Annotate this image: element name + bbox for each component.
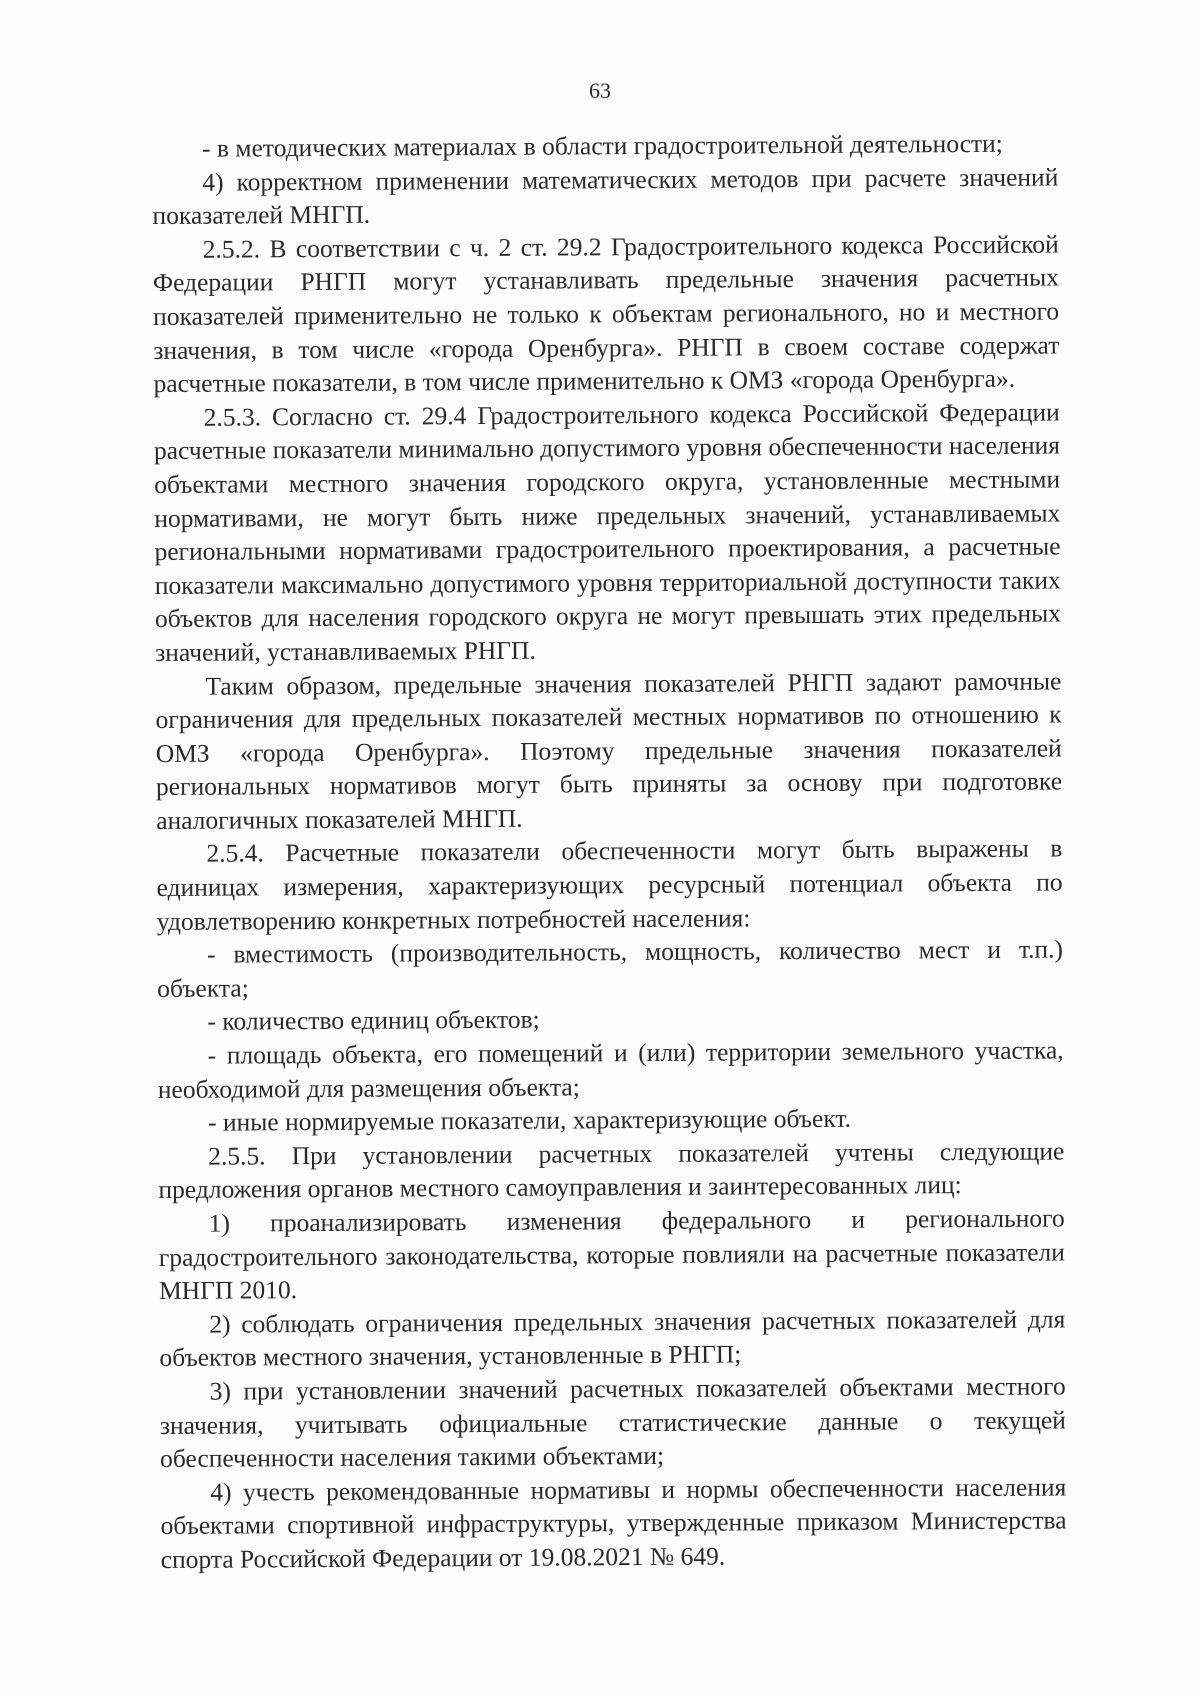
paragraph: - в методических материалах в области градостроительной деятельности; [202,128,1003,163]
paragraph: - вместимость (производительность, мощность, количество мест и т.п.) объекта; [157,934,1064,1003]
paragraph: 2) соблюдать ограничения предельных значения расчетных показателей для объектов местного значения, установленные в РНГП; [159,1304,1066,1373]
paragraph: 1) проанализировать изменения федерального и регионального градостроительного законодательства, которые повлияли на расчетные показатели МНГП 2010. [158,1203,1065,1306]
paragraph: 4) учесть рекомендованные нормативы и нормы обеспеченности населения объектами спортивной инфраструктуры, утвержденные приказом Министерства спорта Российской Федерации от 19.08.2021 № 649. [160,1472,1067,1574]
paragraph: 3) при установлении значений расчетных показателей объектами местного значения, учитывать официальные статистические данные о текущей обеспеченности населения такими объектами; [159,1371,1066,1474]
paragraph: 2.5.2. В соответствии с ч. 2 ст. 29.2 Градостроительного кодекса Российской Федерации РНГП могут устанавливать предельные значения расчетных показателей применительно не только к объектам регионального, но и местного значения, в том числе «города Оренбурга». РНГП в своем составе содержат расчетные показатели, в том числе применительно к ОМЗ «города Оренбурга». [152,229,1060,399]
paragraph: 2.5.5. При установлении расчетных показателей учтены следующие предложения органов местного самоуправления и заинтересованных лиц: [158,1136,1065,1205]
document-body [152,126,1067,1576]
paragraph: - площадь объекта, его помещений и (или) территории земельного участка, необходимой для размещения объекта; [157,1035,1064,1104]
paragraph: - иные нормируемые показатели, характеризующие объект. [207,1103,852,1137]
paragraph: 2.5.3. Согласно ст. 29.4 Градостроительного кодекса Российской Федерации расчетные показатели минимально допустимого уровня обеспеченности населения объектами местного значения городского округа, установленные местными нормативами, не могут быть ниже предельных значений, устанавливаемых региональными нормативами градостроительного проектирования, а расчетные показатели максимально допустимого уровня территориальной доступности таких объектов для населения городского округа не могут превышать этих предельных значений, устанавливаемых РНГП. [153,397,1062,667]
paragraph: - количество единиц объектов; [207,1005,540,1037]
paragraph: Таким образом, предельные значения показателей РНГП задают рамочные ограничения для предельных показателей местных нормативов по отношению к ОМЗ «города Оренбурга». Поэтому предельные значения показателей региональных нормативов могут быть приняты за основу при подготовке аналогичных показателей МНГП. [155,665,1063,835]
paragraph: 4) корректном применении математических методов при расчете значений показателей МНГП. [152,162,1059,231]
paragraph: 2.5.4. Расчетные показатели обеспеченности могут быть выражены в единицах измерения, характеризующих ресурсный потенциал объекта по удовлетворению конкретных потребностей населения: [156,833,1063,936]
page-number: 63 [589,78,611,103]
